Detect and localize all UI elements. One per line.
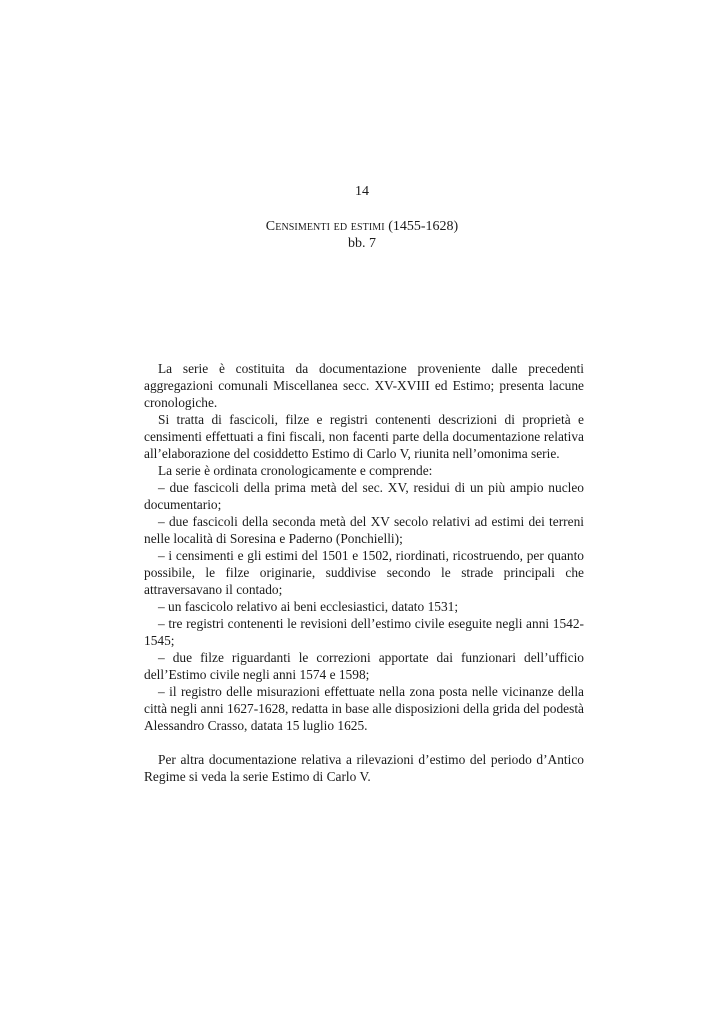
heading-dates: (1455-1628): [388, 219, 459, 234]
list-item: – il registro delle misurazioni effettuate nella zona posta nelle vicinanze della città negli anni 1627-1628, redatta in base alle disposizioni della grida del podestà Alessandro Crasso, datata 15 luglio 1625.: [144, 684, 584, 733]
page-number: 14: [355, 184, 369, 199]
paragraph: La serie è costituita da documentazione proveniente dalle precedenti aggregazioni comunali Miscellanea secc. XV-XVIII ed Estimo; presenta lacune cronologiche.: [144, 361, 584, 410]
heading-title: Censimenti ed estimi: [265, 219, 385, 234]
list-item: – i censimenti e gli estimi del 1501 e 1502, riordinati, ricostruendo, per quanto possibile, le filze originarie, suddivise secondo le strade principali che attraversavano il contado;: [144, 548, 584, 597]
body-text: [144, 360, 584, 785]
closing-paragraph: Per altra documentazione relativa a rilevazioni d’estimo del periodo d’Antico Regime si veda la serie Estimo di Carlo V.: [144, 752, 584, 784]
paragraph: Si tratta di fascicoli, filze e registri contenenti descrizioni di proprietà e censimenti effettuati a fini fiscali, non facenti parte della documentazione relativa all’elaborazione del cosiddetto Estimo di Carlo V, riunita nell’omonima serie.: [144, 412, 584, 461]
heading-extent: bb. 7: [348, 236, 376, 251]
section-heading: [0, 218, 724, 252]
list-item: – un fascicolo relativo ai beni ecclesiastici, datato 1531;: [158, 599, 459, 614]
list-item: – due fascicoli della seconda metà del XV secolo relativi ad estimi dei terreni nelle località di Soresina e Paderno (Ponchielli);: [144, 514, 584, 546]
list-item: – tre registri contenenti le revisioni dell’estimo civile eseguite negli anni 1542-1545;: [144, 616, 584, 648]
list-item: – due filze riguardanti le correzioni apportate dai funzionari dell’ufficio dell’Estimo civile negli anni 1574 e 1598;: [144, 650, 584, 682]
heading-title-line: [0, 218, 724, 235]
paragraph: La serie è ordinata cronologicamente e comprende:: [158, 463, 433, 478]
list-item: – due fascicoli della prima metà del sec. XV, residui di un più ampio nucleo documentario;: [144, 480, 584, 512]
